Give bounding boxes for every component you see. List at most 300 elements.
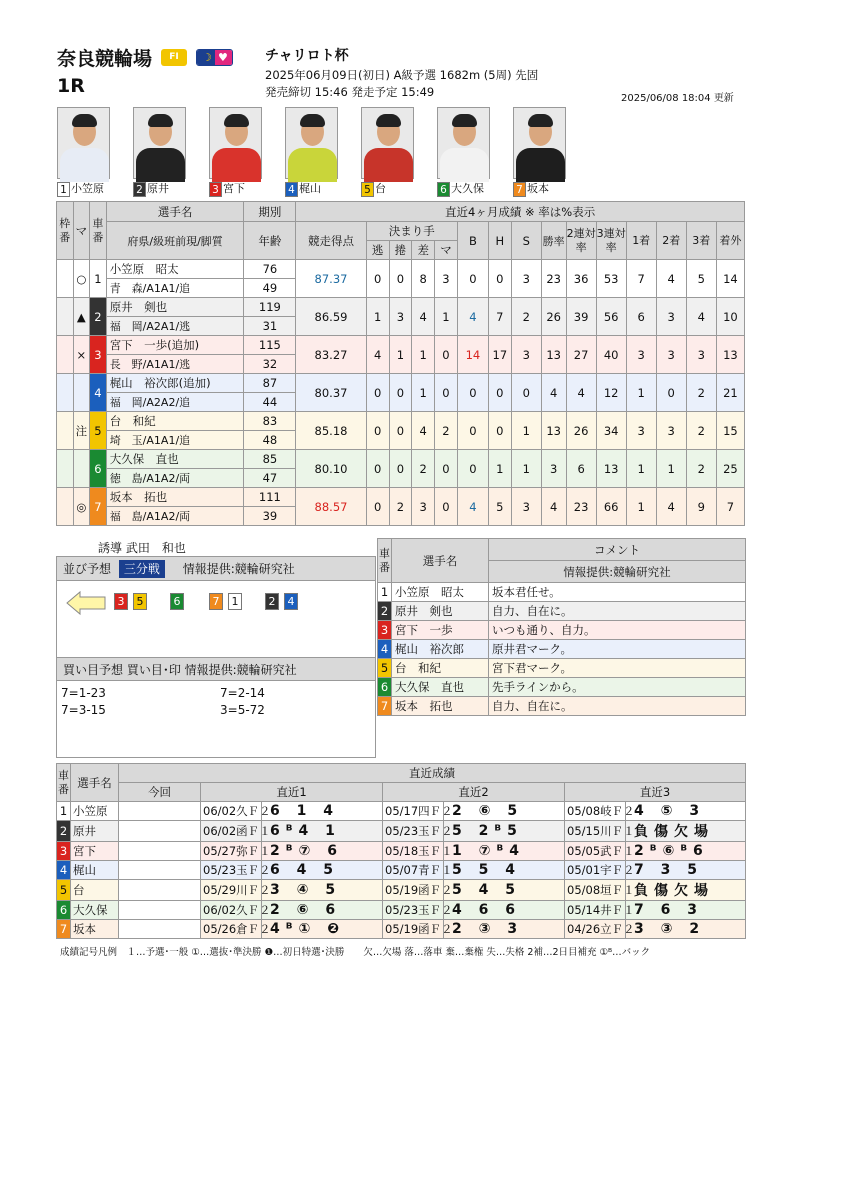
recent-date-2: 05/18玉Ｆ１ bbox=[383, 842, 444, 861]
rider-pref-class: 徳 島/A1A2/両 bbox=[106, 469, 244, 488]
th-mark: マ bbox=[73, 202, 90, 260]
rider-pref-class: 福 島/A1A2/両 bbox=[106, 507, 244, 526]
car-number: 1 bbox=[90, 260, 107, 298]
recent-result-2 bbox=[444, 821, 565, 842]
car-number: 3 bbox=[90, 336, 107, 374]
stat-f1: 1 bbox=[626, 374, 656, 412]
rider-pref-class: 長 野/A1A1/逃 bbox=[106, 355, 244, 374]
stat-sashi: 4 bbox=[412, 298, 435, 336]
table-row bbox=[57, 260, 745, 279]
stat-win: 23 bbox=[541, 260, 566, 298]
stat-win: 4 bbox=[541, 374, 566, 412]
recent-date-2: 05/19函Ｆ２ bbox=[383, 920, 444, 939]
th-r1: 直近1 bbox=[201, 783, 383, 802]
rider-hair bbox=[452, 114, 477, 127]
stat-h: 7 bbox=[488, 298, 511, 336]
car-number-badge: 6 bbox=[437, 182, 450, 197]
stat-out: 15 bbox=[716, 412, 744, 450]
comment-row bbox=[378, 659, 746, 678]
stat-mark-n: 1 bbox=[435, 298, 458, 336]
stat-b: 0 bbox=[457, 450, 488, 488]
result-finishes: 7 3 5 bbox=[634, 862, 703, 878]
stat-f3: 2 bbox=[686, 412, 716, 450]
rider-photo bbox=[133, 107, 186, 179]
rider-photo-label bbox=[209, 180, 245, 197]
rider-name: 梶山 裕次郎(追加) bbox=[106, 374, 244, 393]
result-finishes: 2 ⑥ 5 bbox=[452, 803, 524, 819]
recent-date-3: 04/26立Ｆ２ bbox=[565, 920, 626, 939]
stat-f3: 5 bbox=[686, 260, 716, 298]
car-number-badge: 2 bbox=[133, 182, 146, 197]
stat-makuri: 0 bbox=[389, 412, 412, 450]
th-comment-source: 情報提供:競輪研究社 bbox=[489, 561, 746, 583]
result-finishes: 4 ⑤ 3 bbox=[634, 803, 706, 819]
result-finishes: 6 1 4 bbox=[270, 803, 339, 819]
rider-hair bbox=[224, 114, 249, 127]
car-number-badge: 5 bbox=[361, 182, 374, 197]
stat-makuri: 3 bbox=[389, 298, 412, 336]
lineup-car-badge: 1 bbox=[228, 593, 242, 610]
lineup-car-badge: 7 bbox=[209, 593, 223, 610]
recent-result-1 bbox=[262, 920, 383, 939]
stat-makuri: 1 bbox=[389, 336, 412, 374]
stat-ren2: 39 bbox=[566, 298, 596, 336]
result-finishes: 2 ③ 3 bbox=[452, 921, 524, 937]
score-cell: 85.18 bbox=[296, 412, 366, 450]
rider-photo-label bbox=[285, 180, 321, 197]
age-cell: 31 bbox=[244, 317, 296, 336]
score-cell: 83.27 bbox=[296, 336, 366, 374]
table-row bbox=[57, 488, 745, 507]
th-h: H bbox=[488, 222, 511, 260]
stat-ren2: 26 bbox=[566, 412, 596, 450]
recent-result-1 bbox=[262, 861, 383, 880]
rider-uniform bbox=[288, 148, 337, 182]
th-f2: 2着 bbox=[656, 222, 686, 260]
today-cell bbox=[119, 920, 201, 939]
rider-comment: 坂本君任せ。 bbox=[489, 583, 746, 602]
today-cell bbox=[119, 842, 201, 861]
car-number: 2 bbox=[57, 821, 71, 842]
recent-row bbox=[57, 861, 746, 880]
comment-row bbox=[378, 640, 746, 659]
recent-row bbox=[57, 802, 746, 821]
stat-s: 1 bbox=[511, 412, 541, 450]
rider-name: 台 和紀 bbox=[106, 412, 244, 431]
car-number: 5 bbox=[57, 880, 71, 901]
result-finishes: 7 6 3 bbox=[634, 902, 703, 918]
stat-h: 0 bbox=[488, 260, 511, 298]
stat-b: 14 bbox=[457, 336, 488, 374]
stat-out: 25 bbox=[716, 450, 744, 488]
stat-s: 3 bbox=[511, 336, 541, 374]
recent-result-2 bbox=[444, 920, 565, 939]
age-cell: 32 bbox=[244, 355, 296, 374]
recent-result-3 bbox=[626, 920, 746, 939]
lineup-label: 並び予想 bbox=[63, 562, 112, 576]
stat-h: 1 bbox=[488, 450, 511, 488]
stat-s: 3 bbox=[511, 488, 541, 526]
rider-name: 小笠原 昭太 bbox=[106, 260, 244, 279]
comment-row bbox=[378, 621, 746, 640]
recent-result-1 bbox=[262, 901, 383, 920]
th-f3: 3着 bbox=[686, 222, 716, 260]
today-cell bbox=[119, 861, 201, 880]
car-number: 5 bbox=[378, 659, 392, 678]
today-cell bbox=[119, 880, 201, 901]
frame-cell bbox=[57, 336, 74, 374]
rider-name: 大久保 直也 bbox=[392, 678, 489, 697]
stat-makuri: 2 bbox=[389, 488, 412, 526]
stat-h: 0 bbox=[488, 374, 511, 412]
stat-makuri: 0 bbox=[389, 374, 412, 412]
th-comment-car: 車番 bbox=[378, 539, 392, 583]
comment-row bbox=[378, 678, 746, 697]
car-number: 2 bbox=[378, 602, 392, 621]
rider-short-name: 梶山 bbox=[299, 182, 321, 195]
rider-uniform bbox=[136, 148, 185, 182]
stat-out: 21 bbox=[716, 374, 744, 412]
result-finishes: 5 5 4 bbox=[452, 862, 521, 878]
recent-result-3 bbox=[626, 901, 746, 920]
rider-pref-class: 青 森/A1A1/追 bbox=[106, 279, 244, 298]
race-title: チャリロト杯 bbox=[265, 48, 349, 64]
mark-cell: ○ bbox=[73, 260, 90, 298]
stat-f3: 2 bbox=[686, 450, 716, 488]
score-cell: 80.37 bbox=[296, 374, 366, 412]
race-times: 発売締切 15:46 発走予定 15:49 bbox=[265, 85, 435, 99]
rider-short-name: 原井 bbox=[71, 821, 119, 842]
rider-comment: 自力、自在に。 bbox=[489, 697, 746, 716]
recent-result-3 bbox=[626, 842, 746, 861]
rider-hair bbox=[72, 114, 97, 127]
recent-result-2 bbox=[444, 880, 565, 901]
age-cell: 47 bbox=[244, 469, 296, 488]
stat-out: 10 bbox=[716, 298, 744, 336]
recent-result-3 bbox=[626, 861, 746, 880]
stat-ren2: 23 bbox=[566, 488, 596, 526]
mark-cell: ▲ bbox=[73, 298, 90, 336]
bet-pick: 7=3-15 bbox=[61, 703, 106, 717]
recent-result-1 bbox=[262, 821, 383, 842]
stat-h: 0 bbox=[488, 412, 511, 450]
recent-result-3 bbox=[626, 880, 746, 901]
rider-short-name: 坂本 bbox=[527, 182, 549, 195]
car-number: 4 bbox=[90, 374, 107, 412]
th-car: 車番 bbox=[90, 202, 107, 260]
th-comment-name: 選手名 bbox=[392, 539, 489, 583]
car-number: 6 bbox=[90, 450, 107, 488]
lineup-car-badge: 2 bbox=[265, 593, 279, 610]
stat-nige: 0 bbox=[366, 488, 389, 526]
result-finishes: 3 ④ 5 bbox=[270, 882, 342, 898]
frame-cell bbox=[57, 412, 74, 450]
th-age: 年齢 bbox=[244, 222, 296, 260]
stat-h: 5 bbox=[488, 488, 511, 526]
stat-mark-n: 3 bbox=[435, 260, 458, 298]
rider-name: 坂本 拓也 bbox=[392, 697, 489, 716]
table-row bbox=[57, 374, 745, 393]
th-frame: 枠番 bbox=[57, 202, 74, 260]
stat-f2: 4 bbox=[656, 260, 686, 298]
term-cell: 87 bbox=[244, 374, 296, 393]
stat-sashi: 2 bbox=[412, 450, 435, 488]
result-finishes: 4ᴮ① ❷ bbox=[270, 921, 346, 937]
stat-f1: 3 bbox=[626, 412, 656, 450]
rider-uniform bbox=[440, 148, 489, 182]
term-cell: 115 bbox=[244, 336, 296, 355]
result-finishes: 負傷欠場 bbox=[634, 824, 714, 840]
race-info: 2025年06月09日(初日) A級予選 1682m (5周) 先固 bbox=[265, 68, 539, 82]
mark-cell: × bbox=[73, 336, 90, 374]
stat-f2: 4 bbox=[656, 488, 686, 526]
th-r3: 直近3 bbox=[565, 783, 746, 802]
th-recent4: 直近4ヶ月成績 ※ 率は%表示 bbox=[296, 202, 745, 222]
stat-b: 4 bbox=[457, 488, 488, 526]
stat-f2: 0 bbox=[656, 374, 686, 412]
stat-sashi: 8 bbox=[412, 260, 435, 298]
rider-name: 台 和紀 bbox=[392, 659, 489, 678]
mark-cell bbox=[73, 450, 90, 488]
rider-short-name: 台 bbox=[71, 880, 119, 901]
stat-out: 7 bbox=[716, 488, 744, 526]
th-pref: 府県/級班前現/脚質 bbox=[106, 222, 244, 260]
venue-name: 奈良競輪場 bbox=[57, 48, 153, 70]
comment-row bbox=[378, 602, 746, 621]
th-r2: 直近2 bbox=[383, 783, 565, 802]
stat-win: 13 bbox=[541, 336, 566, 374]
age-cell: 48 bbox=[244, 431, 296, 450]
car-number: 3 bbox=[57, 842, 71, 861]
term-cell: 85 bbox=[244, 450, 296, 469]
lineup-car-badge: 5 bbox=[133, 593, 147, 610]
car-number: 4 bbox=[378, 640, 392, 659]
stat-ren3: 53 bbox=[596, 260, 626, 298]
recent-date-1: 05/26倉Ｆ２ bbox=[201, 920, 262, 939]
th-score: 競走得点 bbox=[296, 222, 366, 260]
th-today: 今回 bbox=[119, 783, 201, 802]
stat-nige: 4 bbox=[366, 336, 389, 374]
recent-result-3 bbox=[626, 802, 746, 821]
stat-nige: 1 bbox=[366, 298, 389, 336]
stat-s: 0 bbox=[511, 374, 541, 412]
stat-ren3: 40 bbox=[596, 336, 626, 374]
lineup-car-badge: 3 bbox=[114, 593, 128, 610]
th-sashi: 差 bbox=[412, 241, 435, 260]
recent-date-1: 06/02久Ｆ２ bbox=[201, 901, 262, 920]
rider-hair bbox=[148, 114, 173, 127]
rider-short-name: 原井 bbox=[147, 182, 169, 195]
result-finishes: 5 2ᴮ5 bbox=[452, 823, 523, 839]
score-cell: 88.57 bbox=[296, 488, 366, 526]
th-makuri: 捲 bbox=[389, 241, 412, 260]
comment-row bbox=[378, 583, 746, 602]
age-cell: 44 bbox=[244, 393, 296, 412]
rider-name: 大久保 直也 bbox=[106, 450, 244, 469]
rider-comment: いつも通り、自力。 bbox=[489, 621, 746, 640]
result-finishes: 2ᴮ⑥ᴮ6 bbox=[634, 843, 709, 859]
today-cell bbox=[119, 901, 201, 920]
car-number: 1 bbox=[57, 802, 71, 821]
stat-win: 4 bbox=[541, 488, 566, 526]
car-number: 3 bbox=[378, 621, 392, 640]
rider-name: 小笠原 昭太 bbox=[392, 583, 489, 602]
recent-date-3: 05/15川Ｆ１ bbox=[565, 821, 626, 842]
rider-hair bbox=[376, 114, 401, 127]
score-cell: 87.37 bbox=[296, 260, 366, 298]
result-finishes: 負傷欠場 bbox=[634, 883, 714, 899]
betting-header: 買い目予想 買い目･印 情報提供:競輪研究社 bbox=[57, 657, 375, 681]
recent-date-3: 05/01宇Ｆ２ bbox=[565, 861, 626, 880]
recent-row bbox=[57, 901, 746, 920]
rider-hair bbox=[300, 114, 325, 127]
car-number: 7 bbox=[90, 488, 107, 526]
car-number: 6 bbox=[378, 678, 392, 697]
stat-win: 3 bbox=[541, 450, 566, 488]
stat-f1: 1 bbox=[626, 450, 656, 488]
score-cell: 86.59 bbox=[296, 298, 366, 336]
today-cell bbox=[119, 802, 201, 821]
direction-arrow-icon bbox=[66, 591, 106, 615]
stat-ren2: 6 bbox=[566, 450, 596, 488]
recent-result-3 bbox=[626, 821, 746, 842]
bet-pick: 7=2-14 bbox=[220, 686, 265, 700]
stat-nige: 0 bbox=[366, 412, 389, 450]
stat-nige: 0 bbox=[366, 450, 389, 488]
lineup-car-badge: 6 bbox=[170, 593, 184, 610]
rider-photo-label bbox=[133, 180, 169, 197]
stat-sashi: 1 bbox=[412, 336, 435, 374]
recent-date-1: 05/23玉Ｆ２ bbox=[201, 861, 262, 880]
rider-uniform bbox=[212, 148, 261, 182]
stat-ren3: 66 bbox=[596, 488, 626, 526]
rider-hair bbox=[528, 114, 553, 127]
stat-f2: 1 bbox=[656, 450, 686, 488]
frame-cell bbox=[57, 450, 74, 488]
stat-mark-n: 0 bbox=[435, 374, 458, 412]
rider-name: 坂本 拓也 bbox=[106, 488, 244, 507]
table-row bbox=[57, 450, 745, 469]
term-cell: 111 bbox=[244, 488, 296, 507]
rider-short-name: 梶山 bbox=[71, 861, 119, 880]
result-finishes: 1 ⑦ᴮ4 bbox=[452, 843, 525, 859]
rider-photo bbox=[513, 107, 566, 179]
rider-name: 宮下 一歩 bbox=[392, 621, 489, 640]
stat-f2: 3 bbox=[656, 412, 686, 450]
age-cell: 39 bbox=[244, 507, 296, 526]
car-number: 7 bbox=[378, 697, 392, 716]
recent-row bbox=[57, 821, 746, 842]
stat-win: 26 bbox=[541, 298, 566, 336]
rider-short-name: 宮下 bbox=[71, 842, 119, 861]
car-number-badge: 4 bbox=[285, 182, 298, 197]
stat-h: 17 bbox=[488, 336, 511, 374]
rider-photo-label bbox=[513, 180, 549, 197]
recent-date-2: 05/17四Ｆ２ bbox=[383, 802, 444, 821]
recent-row bbox=[57, 920, 746, 939]
stat-mark-n: 0 bbox=[435, 336, 458, 374]
recent-date-2: 05/19函Ｆ２ bbox=[383, 880, 444, 901]
frame-cell bbox=[57, 488, 74, 526]
stat-ren2: 27 bbox=[566, 336, 596, 374]
stat-f2: 3 bbox=[656, 336, 686, 374]
car-number: 5 bbox=[90, 412, 107, 450]
stat-f3: 3 bbox=[686, 336, 716, 374]
recent-date-2: 05/23玉Ｆ２ bbox=[383, 901, 444, 920]
recent-result-2 bbox=[444, 861, 565, 880]
stat-b: 0 bbox=[457, 260, 488, 298]
stat-sashi: 3 bbox=[412, 488, 435, 526]
recent-date-3: 05/14井Ｆ１ bbox=[565, 901, 626, 920]
frame-cell bbox=[57, 298, 74, 336]
stat-makuri: 0 bbox=[389, 450, 412, 488]
rider-short-name: 大久保 bbox=[451, 182, 484, 195]
rider-comment: 自力、自在に。 bbox=[489, 602, 746, 621]
stat-makuri: 0 bbox=[389, 260, 412, 298]
mark-cell: ◎ bbox=[73, 488, 90, 526]
th-name: 選手名 bbox=[106, 202, 244, 222]
rider-short-name: 宮下 bbox=[223, 182, 245, 195]
recent-result-1 bbox=[262, 842, 383, 861]
rider-uniform bbox=[364, 148, 413, 182]
today-cell bbox=[119, 821, 201, 842]
prediction-panel bbox=[56, 556, 376, 758]
stat-f1: 7 bbox=[626, 260, 656, 298]
car-number: 7 bbox=[57, 920, 71, 939]
rider-comment: 原井君マーク。 bbox=[489, 640, 746, 659]
th-kimarite: 決まり手 bbox=[366, 222, 457, 241]
pacer-info: 誘導 武田 和也 bbox=[98, 541, 186, 555]
comment-row bbox=[378, 697, 746, 716]
table-row bbox=[57, 412, 745, 431]
recent-date-3: 05/08垣Ｆ１ bbox=[565, 880, 626, 901]
rider-photo-label bbox=[361, 180, 386, 197]
th-recent-name: 選手名 bbox=[71, 764, 119, 802]
stat-s: 1 bbox=[511, 450, 541, 488]
lineup-source: 情報提供:競輪研究社 bbox=[182, 562, 295, 576]
comment-table bbox=[377, 538, 746, 716]
stat-f3: 4 bbox=[686, 298, 716, 336]
stat-f1: 3 bbox=[626, 336, 656, 374]
recent-date-3: 05/08岐Ｆ２ bbox=[565, 802, 626, 821]
car-number: 4 bbox=[57, 861, 71, 880]
rider-pref-class: 福 岡/A2A1/逃 bbox=[106, 317, 244, 336]
th-recent-car: 車番 bbox=[57, 764, 71, 802]
stat-sashi: 1 bbox=[412, 374, 435, 412]
stat-mark-n: 0 bbox=[435, 488, 458, 526]
results-legend: 成績記号凡例 １…予選･一般 ①…選抜･準決勝 ❶…初日特選･決勝 欠…欠場 落…落車 棄…棄権 失…失格 2補…2日目補充 ①ᴮ…バック bbox=[60, 947, 651, 958]
stat-out: 14 bbox=[716, 260, 744, 298]
result-finishes: 3 ③ 2 bbox=[634, 921, 706, 937]
stat-nige: 0 bbox=[366, 260, 389, 298]
age-cell: 49 bbox=[244, 279, 296, 298]
stat-ren3: 13 bbox=[596, 450, 626, 488]
stat-ren2: 4 bbox=[566, 374, 596, 412]
recent-row bbox=[57, 880, 746, 901]
stat-ren3: 56 bbox=[596, 298, 626, 336]
rider-short-name: 坂本 bbox=[71, 920, 119, 939]
mark-cell bbox=[73, 374, 90, 412]
recent-date-3: 05/05武Ｆ１ bbox=[565, 842, 626, 861]
rider-photo-label bbox=[437, 180, 484, 197]
th-b: B bbox=[457, 222, 488, 260]
stat-sashi: 4 bbox=[412, 412, 435, 450]
rider-uniform bbox=[60, 148, 109, 182]
result-finishes: 4 6 6 bbox=[452, 902, 521, 918]
rider-photo bbox=[57, 107, 110, 179]
rider-name: 原井 剣也 bbox=[106, 298, 244, 317]
stat-nige: 0 bbox=[366, 374, 389, 412]
